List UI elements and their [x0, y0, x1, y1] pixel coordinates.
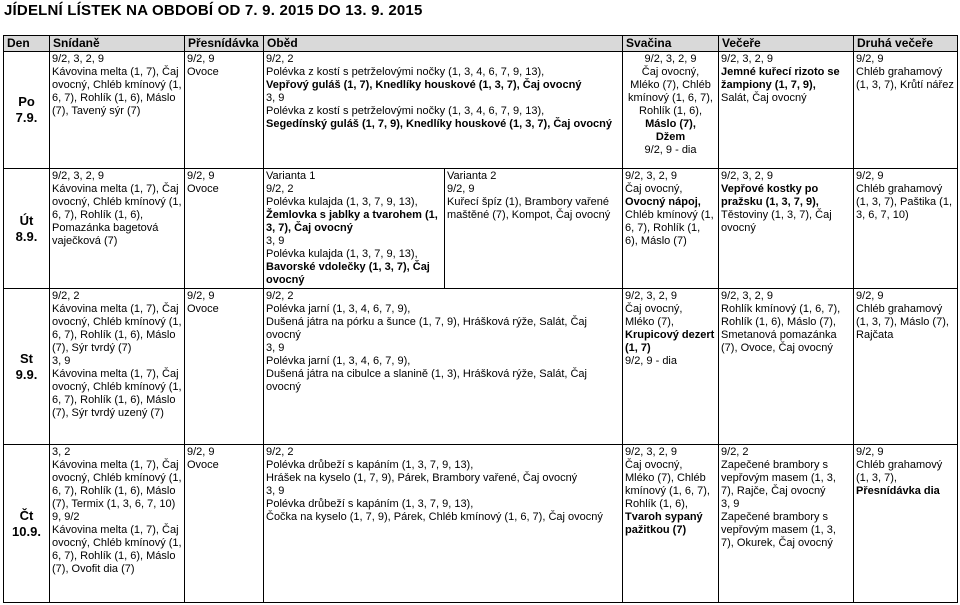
diet-codes: 9/2, 3, 2, 9: [644, 53, 697, 65]
diet-codes: 9/2, 3, 2, 9: [52, 53, 104, 65]
diet-codes: 9/2, 2: [721, 446, 749, 458]
diet-codes: 9/2, 9: [856, 53, 884, 65]
soup: Polévka kulajda (1, 3, 7, 9, 13),: [266, 248, 418, 260]
header-druha-vecere: Druhá večeře: [854, 36, 958, 52]
meal-text: Vepřové kostky po pražsku (1, 3, 7, 9),: [721, 183, 819, 208]
druha-vecere-cell: [854, 169, 958, 289]
vecere-cell: [719, 445, 854, 603]
soup: Polévka z kostí s petrželovými nočky (1, 3, 4, 6, 7, 9, 13),: [266, 105, 545, 117]
meal-text: Chléb grahamový (1, 3, 7), Paštika (1, 3, 6, 7, 10): [856, 183, 952, 221]
meal-text: Kávovina melta (1, 7), Čaj ovocný, Chléb kmínový (1, 6, 7), Rohlík (1, 6), Máslo (7), Tavený sýr (7): [52, 66, 182, 117]
meal-text: Ovoce: [187, 66, 219, 78]
soup: Polévka jarní (1, 3, 4, 6, 7, 9),: [266, 303, 411, 315]
diet-codes: 9/2, 9: [187, 170, 215, 182]
meal-text: Kávovina melta (1, 7), Čaj ovocný, Chléb kmínový (1, 6, 7), Rohlík (1, 6), Máslo (7), Ovofit dia (7): [52, 524, 182, 575]
main-dish: Dušená játra na pórku a šunce (1, 7, 9), Hrášková rýže, Salát, Čaj ovocný: [266, 316, 587, 341]
diet-codes: 9/2, 9: [856, 170, 884, 182]
diet-codes: 9/2, 9: [187, 290, 215, 302]
main-dish: Žemlovka s jablky a tvarohem (1, 3, 7), Čaj ovocný: [266, 209, 438, 234]
meal-text: Kávovina melta (1, 7), Čaj ovocný, Chléb kmínový (1, 6, 7), Rohlík (1, 6), Pomazánka bagetová vaječková (7): [52, 183, 182, 247]
svacina-cell: [623, 445, 719, 603]
meal-text: Ovoce: [187, 183, 219, 195]
day-cell: Čt 10.9.: [4, 445, 50, 603]
druha-vecere-cell: [854, 289, 958, 445]
diet-codes: 9/2, 3, 2, 9: [721, 53, 773, 65]
meal-text: Mléko (7),: [625, 316, 674, 328]
meal-text: Chléb grahamový (1, 3, 7), Krůtí nářez: [856, 66, 954, 91]
header-row: [4, 36, 958, 52]
presnidavka-cell: [185, 289, 264, 445]
diet-codes: 3, 9: [266, 485, 285, 497]
meal-text: Ovoce: [187, 459, 219, 471]
soup: Polévka jarní (1, 3, 4, 6, 7, 9),: [266, 355, 411, 367]
table-row: [4, 169, 958, 289]
diet-codes: 9/2, 9: [856, 290, 884, 302]
meal-text: Tvaroh sypaný pažitkou (7): [625, 511, 703, 536]
header-presnidavka: Přesnídávka: [185, 36, 264, 52]
diet-codes: 9/2, 3, 2, 9: [52, 170, 104, 182]
diet-codes: 3, 9: [266, 92, 285, 104]
soup: Polévka kulajda (1, 3, 7, 9, 13),: [266, 196, 418, 208]
main-dish: Kuřecí špíz (1), Brambory vařené maštěné (7), Kompot, Čaj ovocný: [447, 196, 611, 221]
variant-label: Varianta 2: [447, 170, 497, 182]
diet-codes: 9/2, 3, 2, 9: [625, 446, 677, 458]
meal-text: Rohlík kmínový (1, 6, 7), Rohlík (1, 6), Máslo (7), Smetanová pomazánka (7), Ovoce, Čaj ovocný: [721, 303, 841, 354]
diet-codes: 9/2, 9 - dia: [625, 355, 677, 367]
header-snidane: Snídaně: [50, 36, 185, 52]
header-den: Den: [4, 36, 50, 52]
snidane-cell: [50, 169, 185, 289]
main-dish: Bavorské vdolečky (1, 3, 7), Čaj ovocný: [266, 261, 430, 286]
diet-codes: 9/2, 2: [266, 290, 294, 302]
diet-codes: 3, 9: [266, 235, 285, 247]
presnidavka-cell: [185, 52, 264, 169]
meal-text: Zapečené brambory s vepřovým masem (1, 3, 7), Okurek, Čaj ovocný: [721, 511, 836, 549]
meal-text: Kávovina melta (1, 7), Čaj ovocný, Chléb kmínový (1, 6, 7), Rohlík (1, 6), Máslo (7), Sýr tvrdý (7): [52, 303, 182, 354]
diet-codes: 3, 2: [52, 446, 71, 458]
diet-codes: 9/2, 2: [266, 53, 294, 65]
main-dish: Dušená játra na cibulce a slanině (1, 3), Hrášková rýže, Salát, Čaj ovocný: [266, 368, 587, 393]
diet-codes: 9/2, 3, 2, 9: [721, 290, 773, 302]
svacina-cell: [623, 52, 719, 169]
header-svacina: Svačina: [623, 36, 719, 52]
presnidavka-cell: [185, 445, 264, 603]
meal-text: Čaj ovocný,: [625, 183, 683, 195]
table-row: [4, 52, 958, 169]
diet-codes: 9, 9/2: [52, 511, 80, 523]
main-dish: Segedínský guláš (1, 7, 9), Knedlíky houskové (1, 3, 7), Čaj ovocný: [266, 118, 613, 130]
diet-codes: 9/2, 2: [52, 290, 80, 302]
vecere-cell: [719, 52, 854, 169]
meal-text: Čaj ovocný,: [625, 303, 683, 315]
vecere-cell: [719, 169, 854, 289]
obed-varianta-2-cell: [445, 169, 623, 289]
meal-text: Mléko (7), Chléb kmínový (1, 6, 7), Rohlík (1, 6),: [625, 472, 710, 510]
diet-codes: 3, 9: [266, 342, 285, 354]
diet-codes: 3, 9: [721, 498, 740, 510]
header-vecere: Večeře: [719, 36, 854, 52]
soup: Polévka drůbeží s kapáním (1, 3, 7, 9, 13),: [266, 459, 474, 471]
meal-text: Salát, Čaj ovocný: [721, 92, 807, 104]
meal-text: Kávovina melta (1, 7), Čaj ovocný, Chléb kmínový (1, 6, 7), Rohlík (1, 6), Máslo (7), Sýr tvrdý uzený (7): [52, 368, 182, 419]
diet-codes: 9/2, 9: [447, 183, 475, 195]
snidane-cell: [50, 289, 185, 445]
meal-text: Ovocný nápoj,: [625, 196, 701, 208]
obed-cell: [264, 52, 623, 169]
meal-text: Kávovina melta (1, 7), Čaj ovocný, Chléb kmínový (1, 6, 7), Rohlík (1, 6), Máslo (7), Termix (1, 3, 6, 7, 10): [52, 459, 182, 510]
obed-varianta-1-cell: [264, 169, 445, 289]
soup: Polévka drůbeží s kapáním (1, 3, 7, 9, 13),: [266, 498, 474, 510]
svacina-cell: [623, 169, 719, 289]
snidane-cell: [50, 52, 185, 169]
druha-vecere-cell: [854, 52, 958, 169]
meal-text: Těstoviny (1, 3, 7), Čaj ovocný: [721, 209, 832, 234]
diet-codes: 9/2, 2: [266, 446, 294, 458]
druha-vecere-cell: [854, 445, 958, 603]
diet-codes: 9/2, 9: [187, 446, 215, 458]
day-cell: Po 7.9.: [4, 52, 50, 169]
table-row: [4, 289, 958, 445]
meal-text: Přesnídávka dia: [856, 485, 940, 497]
page-title: JÍDELNÍ LÍSTEK NA OBDOBÍ OD 7. 9. 2015 DO 13. 9. 2015: [4, 2, 423, 19]
meal-text: Čaj ovocný,: [625, 459, 683, 471]
presnidavka-cell: [185, 169, 264, 289]
meal-text: Jemné kuřecí rizoto se žampiony (1, 7, 9),: [721, 66, 840, 91]
diet-codes: 9/2, 9: [856, 446, 884, 458]
main-dish: Čočka na kyselo (1, 7, 9), Párek, Chléb kmínový (1, 6, 7), Čaj ovocný: [266, 511, 603, 523]
menu-table: [3, 35, 958, 603]
meal-text: Máslo (7),: [645, 118, 696, 130]
header-obed: Oběd: [264, 36, 623, 52]
day-cell: St 9.9.: [4, 289, 50, 445]
table-row: [4, 445, 958, 603]
diet-codes: 9/2, 3, 2, 9: [721, 170, 773, 182]
meal-text: Zapečené brambory s vepřovým masem (1, 3, 7), Rajče, Čaj ovocný: [721, 459, 836, 497]
diet-codes: 9/2, 3, 2, 9: [625, 290, 677, 302]
meal-text: Džem: [655, 131, 686, 143]
obed-cell: [264, 445, 623, 603]
diet-codes: 9/2, 9: [187, 53, 215, 65]
meal-text: Čaj ovocný,: [641, 66, 700, 78]
diet-codes: 9/2, 3, 2, 9: [625, 170, 677, 182]
day-cell: Út 8.9.: [4, 169, 50, 289]
snidane-cell: [50, 445, 185, 603]
main-dish: Vepřový guláš (1, 7), Knedlíky houskové (1, 3, 7), Čaj ovocný: [266, 79, 582, 91]
diet-codes: 9/2, 2: [266, 183, 294, 195]
meal-text: Ovoce: [187, 303, 219, 315]
meal-text: Chléb kmínový (1, 6, 7), Rohlík (1, 6), Máslo (7): [625, 209, 714, 247]
meal-text: Krupicový dezert (1, 7): [625, 329, 715, 354]
meal-text: Mléko (7), Chléb kmínový (1, 6, 7), Rohlík (1, 6),: [628, 79, 713, 117]
diet-codes: 9/2, 9 - dia: [644, 144, 697, 156]
diet-codes: 3, 9: [52, 355, 71, 367]
meal-text: Chléb grahamový (1, 3, 7), Máslo (7), Rajčata: [856, 303, 949, 341]
svacina-cell: [623, 289, 719, 445]
main-dish: Hrášek na kyselo (1, 7, 9), Párek, Brambory vařené, Čaj ovocný: [266, 472, 578, 484]
soup: Polévka z kostí s petrželovými nočky (1, 3, 4, 6, 7, 9, 13),: [266, 66, 545, 78]
variant-label: Varianta 1: [266, 170, 316, 182]
obed-cell: [264, 289, 623, 445]
meal-text: Chléb grahamový (1, 3, 7),: [856, 459, 943, 484]
vecere-cell: [719, 289, 854, 445]
